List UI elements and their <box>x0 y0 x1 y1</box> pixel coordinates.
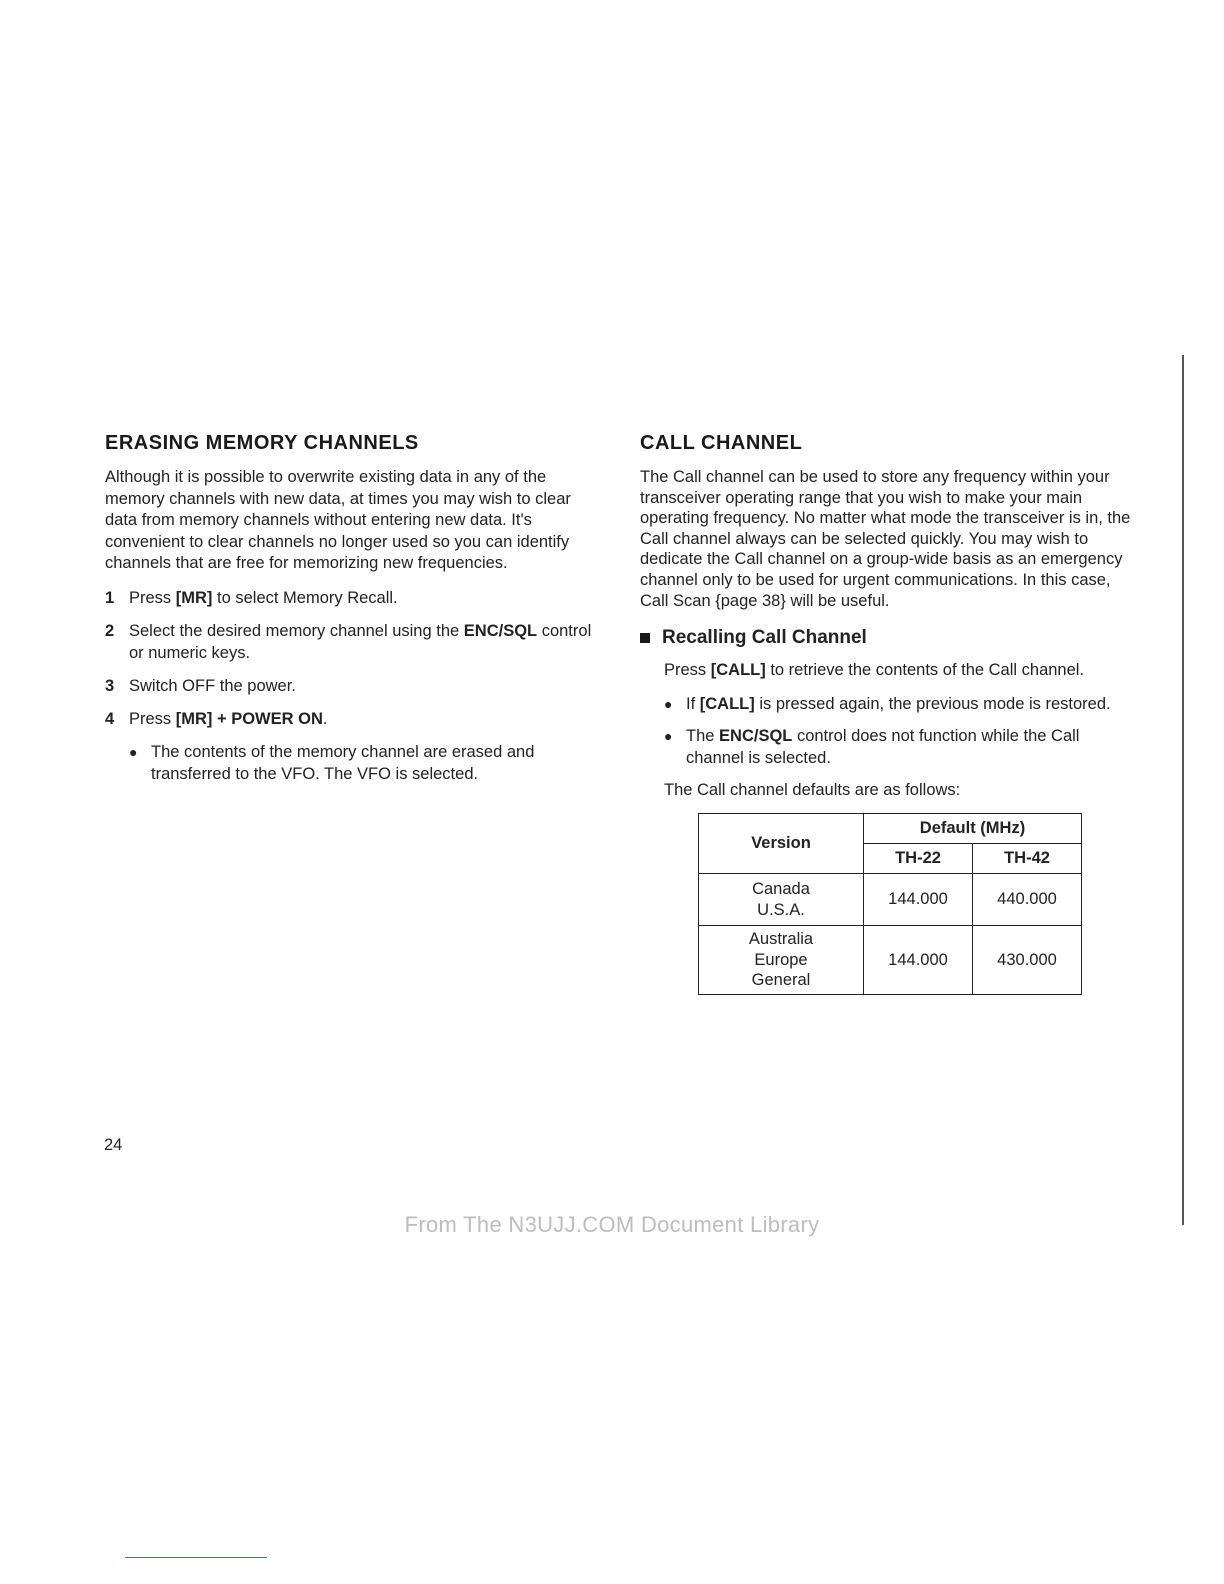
step-text-pre: Select the desired memory channel using the <box>129 621 464 640</box>
defaults-intro: The Call channel defaults are as follows: <box>664 781 961 800</box>
bullet-icon: ● <box>664 696 673 713</box>
table-row <box>699 874 1082 926</box>
recalling-body <box>664 659 1140 801</box>
page-number: 24 <box>104 1136 123 1154</box>
bullet-text-post: is pressed again, the previous mode is restored. <box>754 695 1111 714</box>
press-call-instruction <box>664 659 1104 681</box>
step-text-pre: Press <box>129 588 176 607</box>
page-edge-line <box>1182 355 1184 1225</box>
version-cell: Canada U.S.A. <box>699 874 864 926</box>
default-mhz-header: Default (MHz) <box>864 814 1082 844</box>
document-library-footer: From The N3UJJ.COM Document Library <box>404 1212 820 1237</box>
table-header-row <box>699 814 1082 844</box>
th42-header: TH-42 <box>973 844 1082 874</box>
step-3 <box>105 675 605 697</box>
step-key: [MR] + POWER ON <box>175 709 323 728</box>
step-text-post: control or numeric keys. <box>129 621 592 662</box>
bullet-key: [CALL] <box>699 695 755 714</box>
call-note-bullet <box>664 725 1140 769</box>
step-text-pre: Switch OFF the power. <box>129 676 296 695</box>
bottom-rule-line <box>125 1557 267 1558</box>
press-text-pre: Press <box>664 661 711 680</box>
bullet-icon: ● <box>664 728 673 745</box>
th42-cell: 440.000 <box>973 874 1082 926</box>
erasing-memory-heading: ERASING MEMORY CHANNELS <box>105 432 419 454</box>
call-channel-section <box>640 432 1140 995</box>
call-notes-list <box>664 693 1140 769</box>
step-key: [MR] <box>175 588 213 607</box>
bullet-text <box>686 725 1140 769</box>
bullet-text-post: control does not function while the Call channel is selected. <box>686 727 1080 768</box>
press-text-post: to retrieve the contents of the Call channel. <box>765 661 1085 680</box>
erasing-steps <box>105 587 605 730</box>
step-text-post: . <box>322 709 328 728</box>
step-text <box>129 620 605 664</box>
recalling-heading-text: Recalling Call Channel <box>662 627 867 649</box>
version-header: Version <box>699 814 864 874</box>
step-key: ENC/SQL <box>463 621 538 640</box>
erasing-memory-intro: Although it is possible to overwrite existing data in any of the memory channels with new data, at times you may wish to clear data from memory channels without entering new data. It's convenient to clear channels no longer used so you can identify channels that are free for memorizing new frequencies. <box>105 468 571 572</box>
bullet-icon: ● <box>129 743 138 760</box>
call-channel-defaults-table <box>698 813 1082 995</box>
bullet-text <box>686 693 1140 715</box>
call-channel-heading: CALL CHANNEL <box>640 432 803 454</box>
step-number: 3 <box>105 676 115 695</box>
step-2 <box>105 620 605 664</box>
version-cell: Australia Europe General <box>699 926 864 995</box>
call-key: [CALL] <box>710 661 766 680</box>
step-4 <box>105 708 605 730</box>
erase-result-bullet <box>129 741 605 785</box>
th22-cell: 144.000 <box>864 926 973 995</box>
step-1 <box>105 587 605 609</box>
step-number: 4 <box>105 709 115 728</box>
step-text-pre: Press <box>129 709 176 728</box>
step-text <box>129 587 605 609</box>
bullet-text-pre: The <box>686 727 720 746</box>
square-bullet-icon <box>640 633 650 643</box>
call-channel-intro: The Call channel can be used to store any frequency within your transceiver operating range that you wish to make your main operating frequency. No matter what mode the transceiver is in, the Call channel always can be selected quickly. You may wish to dedicate the Call channel on a group-wide basis as an emergency channel only to be used for urgent communications. In this case, Call Scan {page 38} will be useful. <box>640 468 1131 610</box>
bullet-key: ENC/SQL <box>719 727 793 746</box>
step-text-post: to select Memory Recall. <box>212 588 398 607</box>
th22-cell: 144.000 <box>864 874 973 926</box>
recalling-call-channel-heading <box>640 627 1140 649</box>
call-note-bullet <box>664 693 1140 715</box>
step-number: 2 <box>105 621 115 640</box>
bullet-text-pre: If <box>686 695 700 714</box>
bullet-text: The contents of the memory channel are erased and transferred to the VFO. The VFO is selected. <box>151 742 535 783</box>
erasing-memory-section <box>105 432 605 795</box>
th42-cell: 430.000 <box>973 926 1082 995</box>
th22-header: TH-22 <box>864 844 973 874</box>
step-text <box>129 708 605 730</box>
step-text <box>129 675 605 697</box>
erase-result-list <box>129 741 605 785</box>
table-row <box>699 926 1082 995</box>
step-number: 1 <box>105 588 115 607</box>
